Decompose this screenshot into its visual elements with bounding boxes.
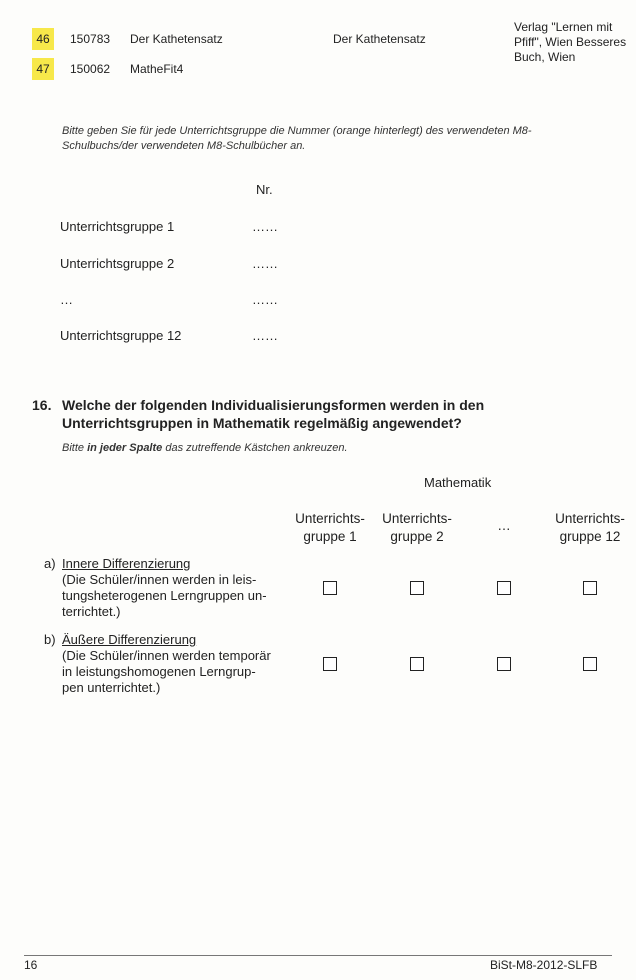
group-label: Unterrichtsgruppe 1 <box>60 219 175 234</box>
book-number-badge: 47 <box>32 58 54 80</box>
group-label: … <box>60 292 73 307</box>
book-code: 150062 <box>70 62 111 76</box>
subject-label: Mathematik <box>424 475 492 490</box>
document-code: BiSt-M8-2012-SLFB <box>490 958 598 972</box>
nr-label: Nr. <box>256 182 273 197</box>
book-title: Der Kathetensatz <box>130 32 223 46</box>
item-description: (Die Schüler/innen werden temporär in leistungshomogenen Lerngrup- pen unterrichtet.) <box>62 648 271 695</box>
group-dots[interactable]: …… <box>252 256 278 271</box>
item-text <box>62 556 287 620</box>
checkbox[interactable] <box>323 581 337 595</box>
checkbox[interactable] <box>410 581 424 595</box>
item-text <box>62 632 287 696</box>
item-title: Äußere Differenzierung <box>62 632 197 647</box>
item-title: Innere Differenzierung <box>62 556 191 571</box>
column-header: Unterrichts- gruppe 12 <box>555 511 625 544</box>
group-label: Unterrichtsgruppe 2 <box>60 256 175 271</box>
group-dots[interactable]: …… <box>252 292 278 307</box>
question-text: Welche der folgenden Individualisierungsformen werden in den Unterrichtsgruppen in Mathematik regelmäßig angewendet? <box>62 397 485 431</box>
page-number: 16 <box>24 958 38 972</box>
column-header: Unterrichts- gruppe 1 <box>295 511 365 544</box>
publisher-text: Verlag "Lernen mit Pfiff", Wien Besseres Buch, Wien <box>514 20 627 64</box>
checkbox[interactable] <box>497 581 511 595</box>
checkbox[interactable] <box>583 657 597 671</box>
checkbox[interactable] <box>583 581 597 595</box>
question-number: 16. <box>32 397 52 413</box>
book-instruction: Bitte geben Sie für jede Unterrichtsgruppe die Nummer (orange hinterlegt) des verwendeten M8-Schulbuchs/der verwendeten M8-Schulbücher an. <box>62 125 532 152</box>
checkbox[interactable] <box>497 657 511 671</box>
book-code: 150783 <box>70 32 111 46</box>
book-title: MatheFit4 <box>130 62 184 76</box>
item-letter: b) <box>44 632 56 647</box>
book-number-badge: 46 <box>32 28 54 50</box>
item-letter: a) <box>44 556 56 571</box>
question-instruction: Bitte in jeder Spalte das zutreffende Kästchen ankreuzen. <box>62 442 348 454</box>
checkbox[interactable] <box>410 657 424 671</box>
column-header: … <box>497 518 511 533</box>
group-label: Unterrichtsgruppe 12 <box>60 328 182 343</box>
footer-divider <box>24 955 612 956</box>
column-header: Unterrichts- gruppe 2 <box>382 511 452 544</box>
group-dots[interactable]: …… <box>252 328 278 343</box>
group-dots[interactable]: …… <box>252 219 278 234</box>
book-title-2: Der Kathetensatz <box>333 32 426 46</box>
checkbox[interactable] <box>323 657 337 671</box>
item-description: (Die Schüler/innen werden in leis- tungsheterogenen Lerngruppen un- terrichtet.) <box>62 572 267 619</box>
